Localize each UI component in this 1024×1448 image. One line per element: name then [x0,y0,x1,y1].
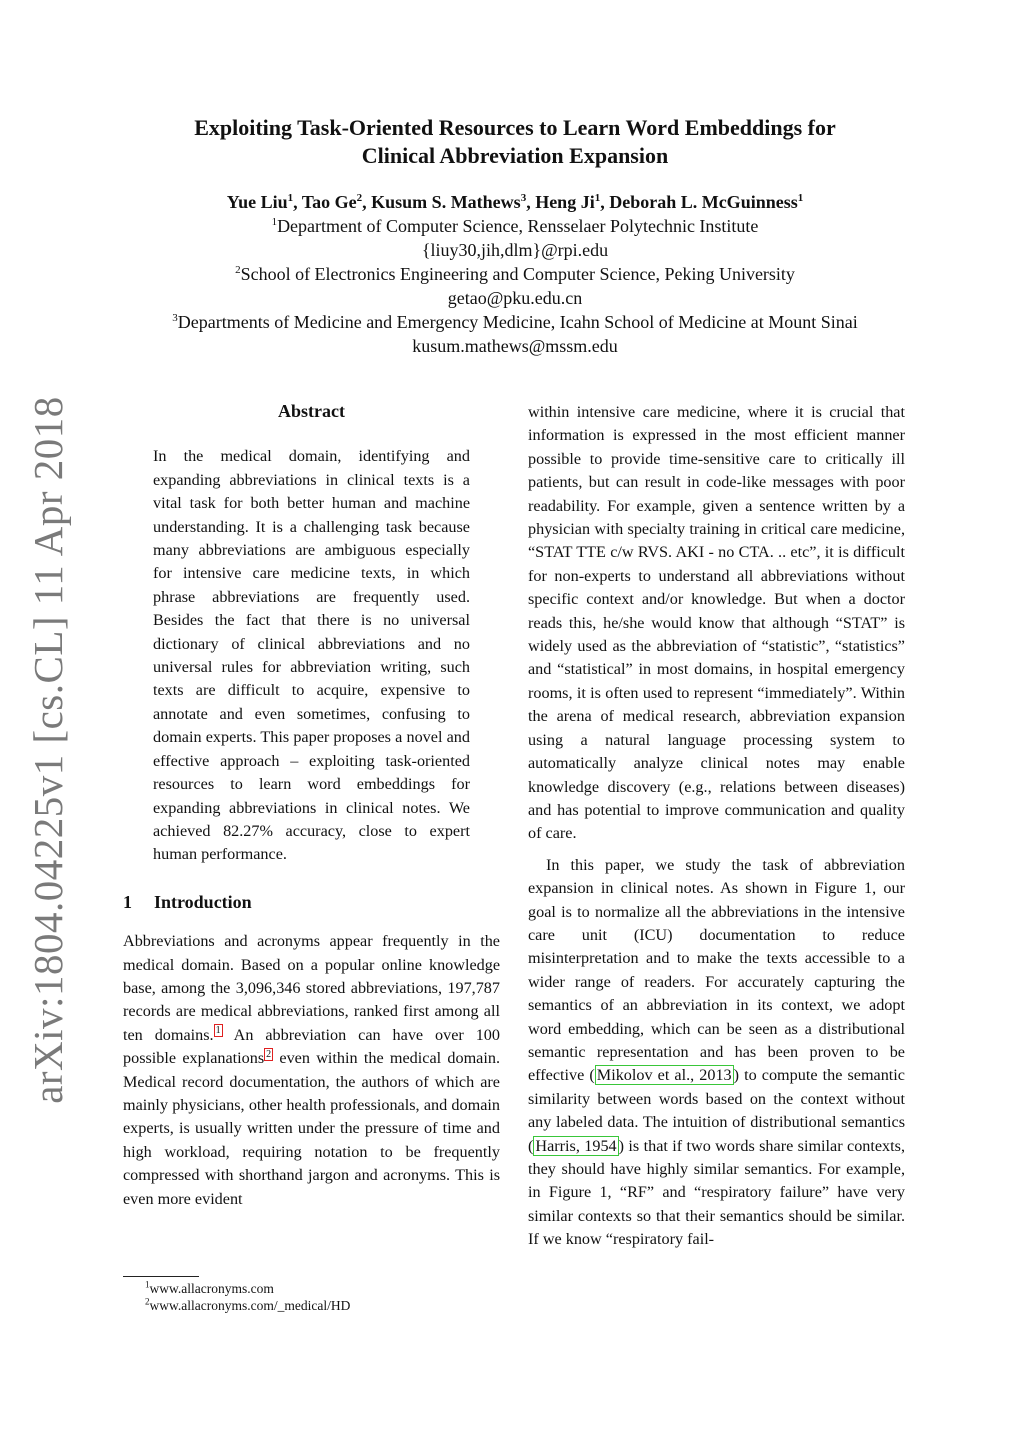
affiliation-email: kusum.mathews@mssm.edu [412,336,618,356]
footnote-1: $^1$www.allacronyms.com [145,1279,274,1296]
footnote-link-2[interactable]: 2 [266,1048,272,1060]
arxiv-sidebar [18,396,78,1104]
citation-link-mikolov[interactable]: Mikolov et al., 2013 [596,1066,732,1085]
affiliation: $^2$School of Electronics Engineering and Computer Science, Peking University [235,264,795,284]
intro-paragraph-1-continued: within intensive care medicine, where it is crucial that information is expressed in the most efficient manner possible to provide time-sensitive care to critically ill patients, but can result in code-like messages with poor readability. For example, given a sentence written by a physician with specialty training in critical care medicine, “STAT TTE c/w RVS. AKI - no CTA. .. etc”, it is difficult for non-experts to understand all abbreviations without specific context and/or knowledge. But when a doctor reads this, he/she would know that although “STAT” is widely used as the abbreviation of “statistic”, “statistics” and “statistical” in most domains, in hospital emergency rooms, it is often used to represent “immediately”. Within the arena of medical research, abbreviation expansion using a natural language processing system to automatically analyze clinical notes may enable knowledge discovery (e.g., relations between diseases) and has potential to improve communication and quality of care. [528,403,905,843]
author: Yue Liu$^1$, [226,192,302,212]
abstract-body: In the medical domain, identifying and expanding abbreviations in clinical texts is a vital task for both better human and machine understanding. It is a challenging task because many abbreviations are ambiguous especially for intensive care medicine texts, in which phrase abbreviations are frequently used. Besides the fact that there is no universal dictionary of clinical abbreviations and no universal rules for abbreviation writing, such texts are difficult to acquire, expensive to annotate and even sometimes, confusing to domain experts. This paper proposes a novel and effective approach – exploiting task-oriented resources to learn word embeddings for expanding abbreviations in clinical notes. We achieved 82.27% accuracy, close to expert human performance. [153,447,470,864]
left-column [123,400,500,1211]
right-column [528,401,905,1252]
arxiv-identifier: arXiv:1804.04225v1 [cs.CL] 11 Apr 2018 [25,396,72,1104]
intro-paragraph-1: Abbreviations and acronyms appear frequently in the medical domain. Based on a popular online knowledge base, among the 3,096,346 stored abbreviations, 197,787 records are medical abbreviations, ranked first among all ten domains. $^1$ An abbreviation can have over 100 possible explanations $^2$ even within the medical domain. Medical record documentation, the authors of which are mainly physicians, other health professionals, and domain experts, is usually written under the pressure of time and high workload, requiring notation to be frequently compressed with shorthand jargon and acronyms. This is even more evident [123,932,500,1208]
footnote-link-1[interactable]: 1 [215,1025,221,1037]
author: Deborah L. McGuinness$^1$ [609,192,804,212]
author: Tao Ge$^2$, [301,192,372,212]
paper-header [110,114,920,358]
abstract-heading: Abstract [278,401,345,421]
footnotes [123,1276,500,1314]
affiliation-email: getao@pku.edu.cn [447,288,583,308]
author: Kusum S. Mathews$^3$, [371,192,536,212]
citation-link-harris[interactable]: Harris, 1954 [535,1136,617,1155]
author: Heng Ji$^1$, [535,192,610,212]
intro-paragraph-2: In this paper, we study the task of abbreviation expansion in clinical notes. As shown in Figure 1, our goal is to normalize all the abbreviations in the intensive care unit (ICU) documentation to reduce misinterpretation and to make the texts accessible to a wider range of readers. For accurately capturing the semantics of an abbreviation in its context, we adopt word embedding, which can be seen as a distributional semantic representation and has been proven to be effective ( Mikolov et al., 2013 ) to compute the semantic similarity between words based on the context without any labeled data. The intuition of distributional semantics ( Harris, 1954 ) is that if two words share similar contexts, they should have highly similar semantics. For example, in Figure 1, “RF” and “respiratory failure” have very similar contexts so that their semantics should be similar. If we know “respiratory fail- [528,855,905,1249]
footnote-rule [123,1276,199,1277]
footnote-2: $^2$www.allacronyms.com/_medical/HD [145,1296,351,1313]
paper-title: Exploiting Task-Oriented Resources to Learn Word Embeddings for Clinical Abbreviation Expansion [194,115,836,168]
author-list [110,190,920,214]
section-heading-introduction: 1 Introduction [123,891,252,912]
affiliation: $^1$Department of Computer Science, Rensselaer Polytechnic Institute [271,216,759,236]
affiliation-email: {liuy30,jih,dlm}@rpi.edu [421,240,609,260]
affiliation: $^3$Departments of Medicine and Emergency Medicine, Icahn School of Medicine at Mount Sinai [172,312,858,332]
